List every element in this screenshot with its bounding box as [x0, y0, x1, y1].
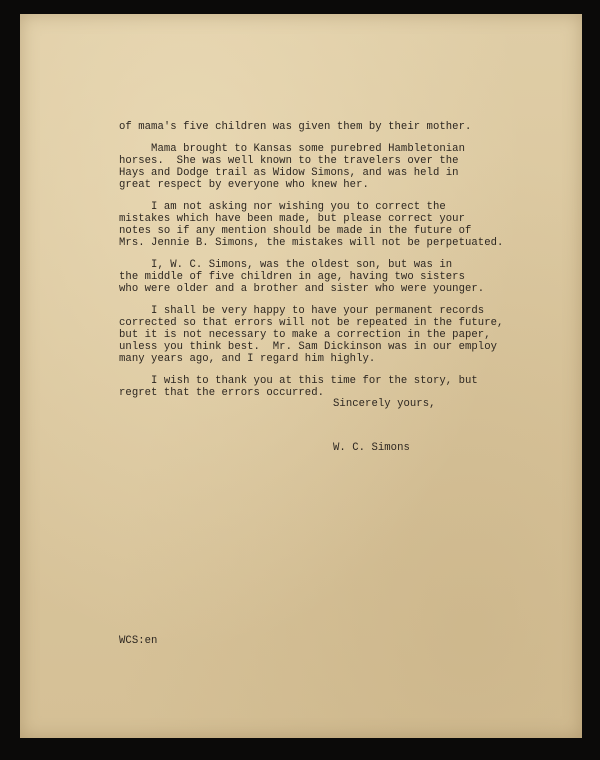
reference-initials: WCS:en — [119, 635, 158, 647]
paragraph-4-line-2: corrected so that errors will not be repeated in the future, — [119, 317, 504, 329]
signature: W. C. Simons — [333, 442, 410, 454]
paragraph-4-line-4: unless you think best. Mr. Sam Dickinson was in our employ — [119, 341, 498, 353]
paragraph-1-line-4: great respect by everyone who knew her. — [119, 179, 369, 191]
paragraph-4-line-3: but it is not necessary to make a correction in the paper, — [119, 329, 491, 341]
opening-line: of mama's five children was given them by their mother. — [119, 121, 472, 133]
paragraph-3-line-2: the middle of five children in age, having two sisters — [119, 271, 465, 283]
paragraph-1-line-1: Mama brought to Kansas some purebred Hambletonian — [119, 143, 465, 155]
paragraph-2-line-1: I am not asking nor wishing you to correct the — [119, 201, 446, 213]
paragraph-4-line-1: I shall be very happy to have your permanent records — [119, 305, 485, 317]
paragraph-2-line-4: Mrs. Jennie B. Simons, the mistakes will not be perpetuated. — [119, 237, 504, 249]
paragraph-4-line-5: many years ago, and I regard him highly. — [119, 353, 376, 365]
paragraph-1-line-2: horses. She was well known to the travelers over the — [119, 155, 459, 167]
letter-page — [20, 14, 582, 738]
closing: Sincerely yours, — [333, 398, 436, 410]
paragraph-3-line-3: who were older and a brother and sister who were younger. — [119, 283, 485, 295]
paragraph-5-line-1: I wish to thank you at this time for the story, but — [119, 375, 478, 387]
paragraph-2-line-3: notes so if any mention should be made in the future of — [119, 225, 472, 237]
paragraph-1-line-3: Hays and Dodge trail as Widow Simons, and was held in — [119, 167, 459, 179]
paragraph-5-line-2: regret that the errors occurred. — [119, 387, 325, 399]
paragraph-2-line-2: mistakes which have been made, but please correct your — [119, 213, 465, 225]
paragraph-3-line-1: I, W. C. Simons, was the oldest son, but was in — [119, 259, 453, 271]
